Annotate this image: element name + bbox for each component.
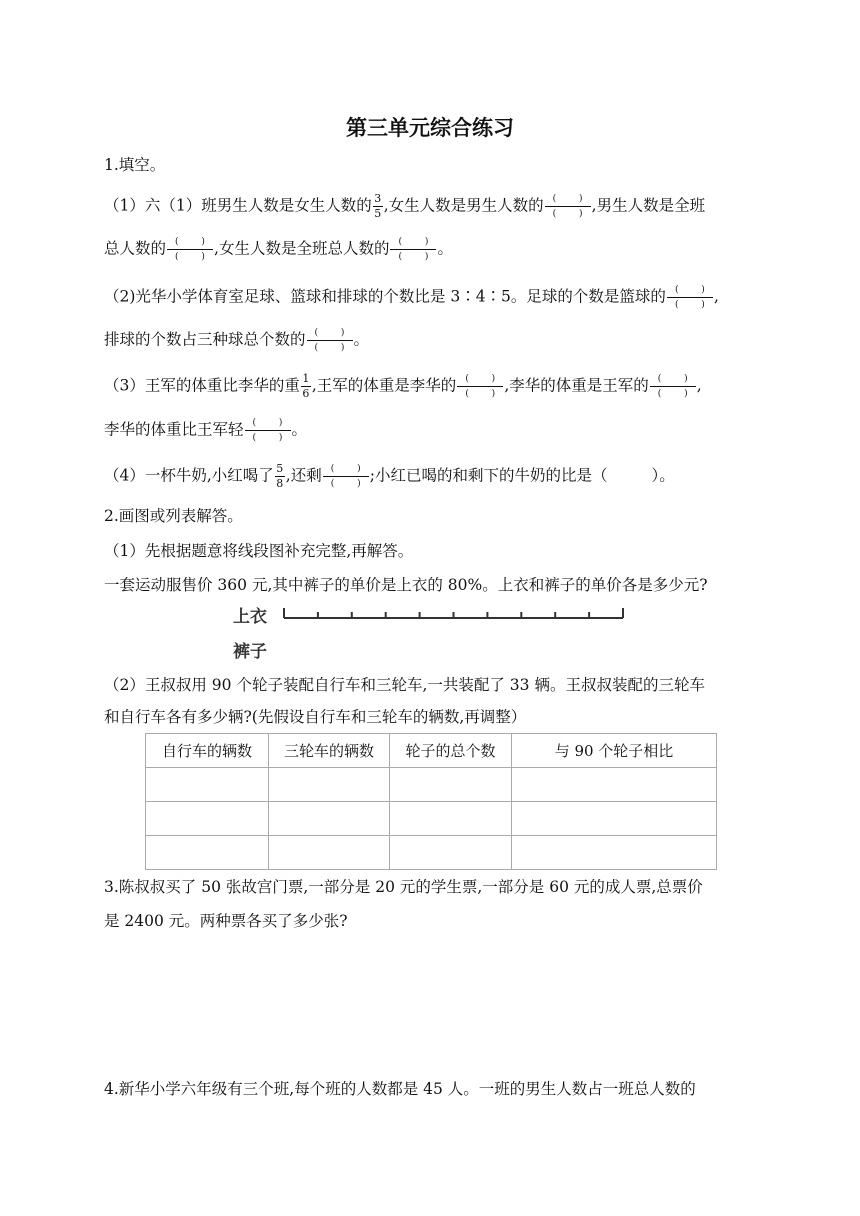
q1-p1-text-b: ,女生人数是男生人数的 bbox=[383, 196, 544, 215]
q1-p3-text-e: 李华的体重比王军轻 bbox=[104, 420, 244, 439]
table-cell[interactable] bbox=[512, 802, 717, 836]
table-cell[interactable] bbox=[269, 836, 390, 870]
table-cell[interactable] bbox=[269, 802, 390, 836]
q1-p3-text-b: ,王军的体重是李华的 bbox=[311, 376, 457, 395]
q2-heading: 2.画图或列表解答。 bbox=[104, 507, 243, 525]
table-cell[interactable] bbox=[146, 802, 269, 836]
table-cell[interactable] bbox=[146, 768, 269, 802]
fraction-blank[interactable]: $\frac{( )}{( )}$ bbox=[323, 463, 369, 490]
q1-p4-text-d: ）。 bbox=[651, 466, 675, 485]
fraction-blank[interactable]: $\frac{( )}{( )}$ bbox=[457, 373, 503, 400]
table-row bbox=[146, 768, 717, 802]
q1-p1-line2 bbox=[104, 236, 453, 263]
q1-p2-text-c: 排球的个数占三种球总个数的 bbox=[104, 330, 306, 349]
q1-p4-text-b: ,还剩 bbox=[285, 466, 322, 485]
fraction-blank[interactable]: $\frac{( )}{( )}$ bbox=[307, 327, 353, 354]
table-cell[interactable] bbox=[512, 768, 717, 802]
fraction-3-5: $\frac{3}{5}$ bbox=[374, 192, 382, 220]
q1-p2-text-d: 。 bbox=[353, 330, 370, 349]
q3-line1: 3.陈叔叔买了 50 张故宫门票,一部分是 20 元的学生票,一部分是 60 元的成人票,总票价 bbox=[104, 878, 703, 896]
q1-p1-text-d: 总人数的 bbox=[104, 239, 167, 258]
segment-label-jacket: 上衣 bbox=[233, 607, 267, 627]
q1-p2-line1 bbox=[104, 284, 719, 311]
table-row bbox=[146, 836, 717, 870]
q1-p3-line2 bbox=[104, 417, 307, 444]
fraction-blank[interactable]: $\frac{( )}{( )}$ bbox=[245, 417, 291, 444]
q1-p2-text-b: , bbox=[713, 287, 719, 306]
q1-p4-text-c: ;小红已喝的和剩下的牛奶的比是（ bbox=[369, 466, 608, 485]
fraction-blank[interactable]: $\frac{( )}{( )}$ bbox=[390, 236, 436, 263]
table-cell[interactable] bbox=[269, 768, 390, 802]
table-cell[interactable] bbox=[146, 836, 269, 870]
fraction-5-8: $\frac{5}{8}$ bbox=[276, 462, 284, 490]
q2-p2-line1: （2）王叔叔用 90 个轮子装配自行车和三轮车,一共装配了 33 辆。王叔叔装配的三轮车 bbox=[104, 676, 705, 694]
q1-p2-line2 bbox=[104, 327, 369, 354]
table-cell[interactable] bbox=[390, 802, 512, 836]
q1-p1-line1 bbox=[104, 193, 705, 220]
table-header-row bbox=[146, 734, 717, 768]
fraction-blank[interactable]: $\frac{( )}{( )}$ bbox=[545, 193, 591, 220]
table-cell[interactable] bbox=[390, 836, 512, 870]
q1-p1-text-f: 。 bbox=[437, 239, 453, 258]
answer-table bbox=[145, 733, 717, 870]
segment-label-pants: 裤子 bbox=[233, 642, 267, 662]
table-header-cell: 与 90 个轮子相比 bbox=[512, 734, 717, 768]
fraction-blank[interactable]: $\frac{( )}{( )}$ bbox=[167, 236, 213, 263]
q1-p3-text-c: ,李华的体重是王军的 bbox=[504, 376, 649, 395]
fraction-blank[interactable]: $\frac{( )}{( )}$ bbox=[667, 284, 713, 311]
q1-heading: 1.填空。 bbox=[104, 156, 166, 174]
q1-p3-text-d: , bbox=[696, 376, 702, 395]
q1-p1-text-a: （1）六（1）班男生人数是女生人数的 bbox=[104, 196, 372, 215]
segment-diagram bbox=[280, 604, 630, 628]
table-header-cell: 自行车的辆数 bbox=[146, 734, 269, 768]
q1-p2-text-a: （2)光华小学体育室足球、篮球和排球的个数比是 3∶4∶5。足球的个数是篮球的 bbox=[104, 287, 666, 306]
table-row bbox=[146, 802, 717, 836]
table-header-cell: 轮子的总个数 bbox=[390, 734, 512, 768]
q3-line2: 是 2400 元。两种票各买了多少张? bbox=[104, 912, 348, 930]
q2-p2-line2: 和自行车各有多少辆?(先假设自行车和三轮车的辆数,再调整） bbox=[104, 708, 527, 726]
table-header-cell: 三轮车的辆数 bbox=[269, 734, 390, 768]
table-cell[interactable] bbox=[390, 768, 512, 802]
page-title: 第三单元综合练习 bbox=[346, 116, 514, 140]
fraction-1-6: $\frac{1}{6}$ bbox=[302, 372, 310, 400]
q1-p3-line1 bbox=[104, 373, 702, 400]
q2-p1-text: 一套运动服售价 360 元,其中裤子的单价是上衣的 80%。上衣和裤子的单价各是多少元? bbox=[104, 576, 708, 594]
q1-p3-text-f: 。 bbox=[291, 420, 308, 439]
q1-p4-text-a: （4）一杯牛奶,小红喝了 bbox=[104, 466, 274, 485]
q2-p1-intro: （1）先根据题意将线段图补充完整,再解答。 bbox=[104, 542, 414, 560]
q1-p3-text-a: （3）王军的体重比李华的重 bbox=[104, 376, 300, 395]
q1-p1-text-e: ,女生人数是全班总人数的 bbox=[214, 239, 390, 258]
table-cell[interactable] bbox=[512, 836, 717, 870]
fraction-blank[interactable]: $\frac{( )}{( )}$ bbox=[650, 373, 696, 400]
q1-p4-line1 bbox=[104, 463, 675, 490]
q4-line1: 4.新华小学六年级有三个班,每个班的人数都是 45 人。一班的男生人数占一班总人数的 bbox=[104, 1080, 696, 1098]
q1-p1-text-c: ,男生人数是全班 bbox=[591, 196, 706, 215]
